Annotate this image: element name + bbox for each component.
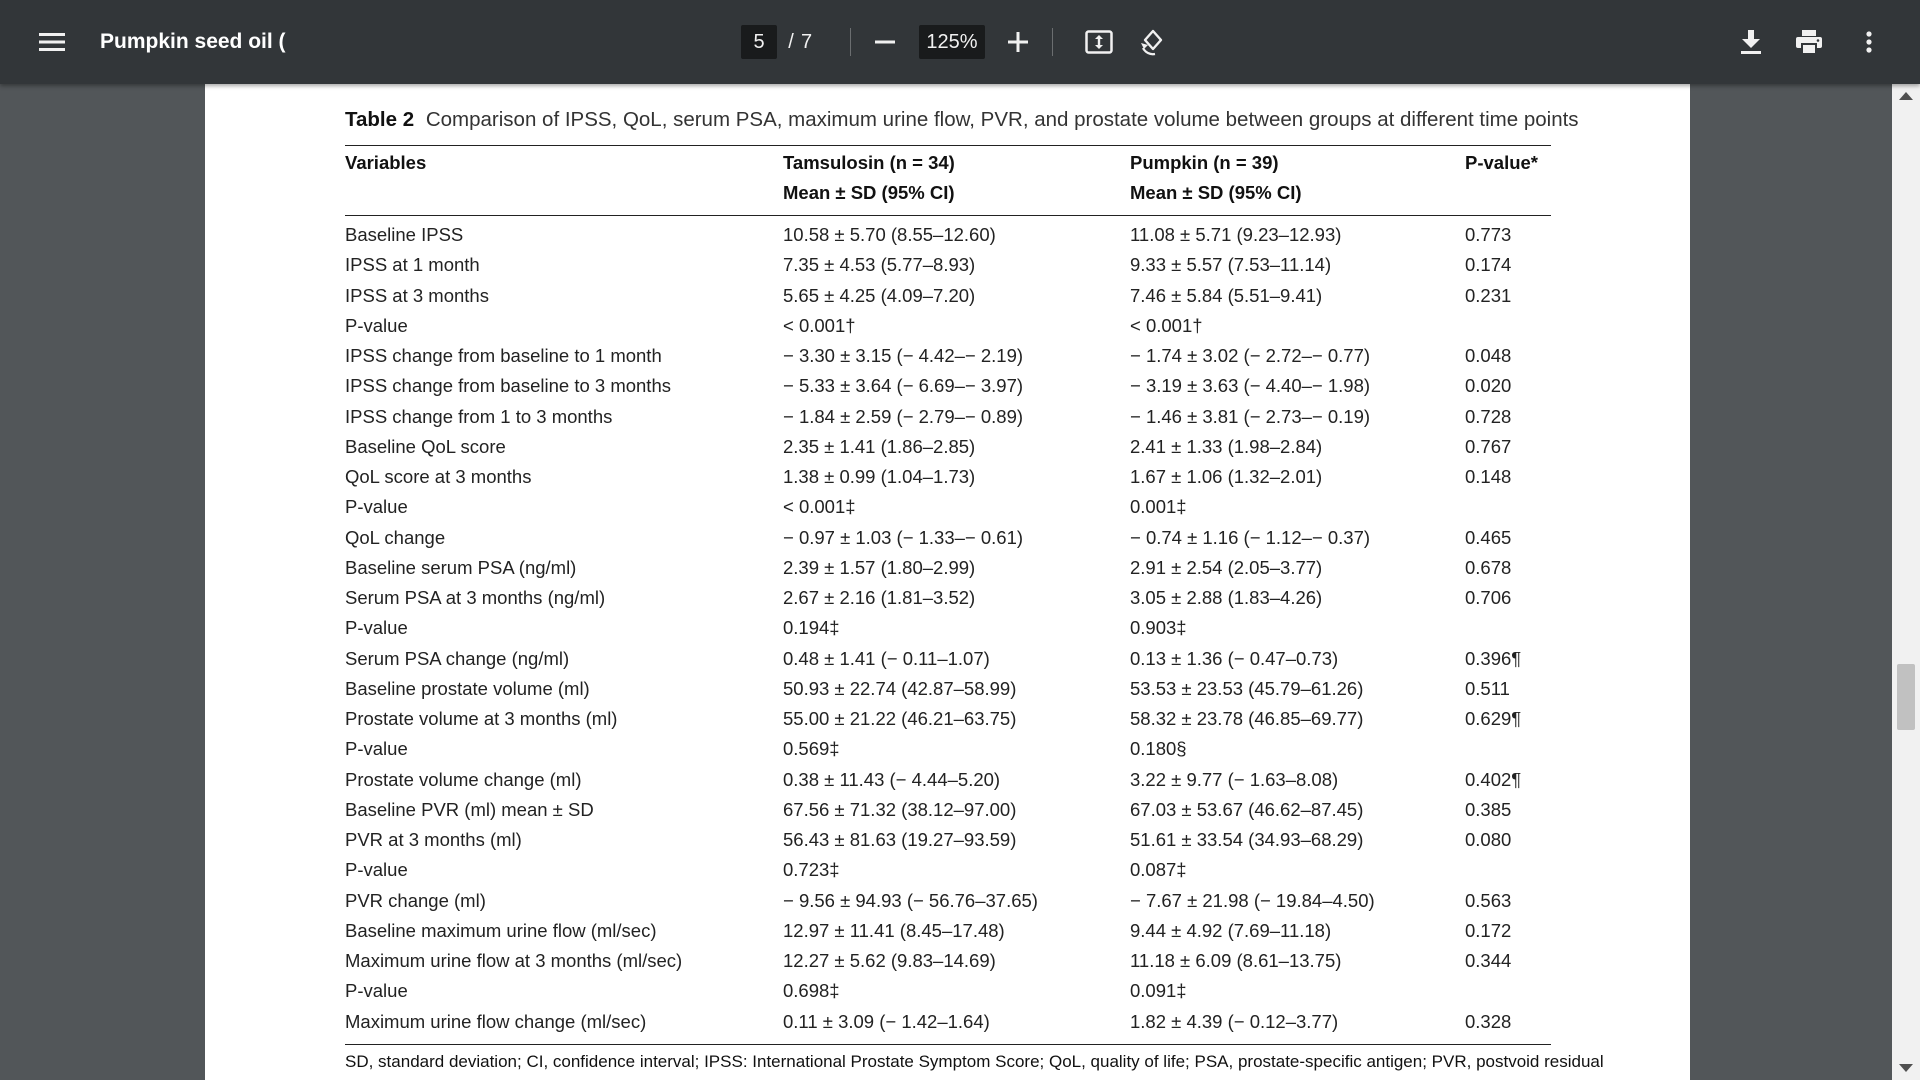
row-pvalue: 0.148 (1465, 466, 1512, 487)
row-tamsulosin: 0.11 ± 3.09 (− 1.42–1.64) (783, 1010, 990, 1032)
row-pumpkin: − 1.74 ± 3.02 (− 2.72–− 0.77) (1130, 345, 1371, 366)
row-pumpkin: 0.091‡ (1130, 980, 1187, 1002)
table-row (345, 315, 1551, 345)
table-row (345, 496, 1551, 526)
table-row (345, 466, 1551, 496)
table-row (345, 617, 1551, 647)
row-pvalue: 0.773 (1465, 224, 1512, 245)
row-tamsulosin: 2.39 ± 1.57 (1.80–2.99) (783, 556, 976, 578)
row-variable: Baseline PVR (ml) mean ± SD (345, 798, 594, 820)
row-variable: P-value (345, 980, 408, 1002)
header-tamsulosin-stat: Mean ± SD (95% CI) (783, 182, 955, 203)
scroll-down-arrow-icon[interactable] (1899, 1064, 1913, 1072)
row-tamsulosin: 10.58 ± 5.70 (8.55–12.60) (783, 224, 996, 245)
table-row (345, 375, 1551, 405)
more-actions-button[interactable] (1852, 0, 1886, 84)
table-label: Table 2 (345, 108, 415, 131)
table-row (345, 738, 1551, 768)
row-variable: QoL change (345, 526, 446, 548)
row-variable: IPSS change from baseline to 3 months (345, 375, 671, 397)
row-variable: Baseline QoL score (345, 435, 506, 457)
row-pvalue: 0.344 (1465, 950, 1512, 971)
document-title: Pumpkin seed oil ( (100, 30, 286, 53)
toolbar-divider (850, 28, 851, 56)
row-pumpkin: 67.03 ± 53.67 (46.62–87.45) (1130, 798, 1364, 820)
row-tamsulosin: 0.698‡ (783, 980, 840, 1002)
row-tamsulosin: < 0.001‡ (783, 496, 856, 518)
table-row (345, 648, 1551, 678)
print-icon (1796, 30, 1822, 54)
toolbar-divider (1052, 28, 1053, 56)
row-variable: P-value (345, 496, 408, 518)
rotate-button[interactable] (1136, 0, 1170, 84)
table-row (345, 345, 1551, 375)
page-number-input[interactable]: 5 (741, 25, 777, 59)
table-row (345, 799, 1551, 829)
menu-button[interactable] (32, 0, 72, 84)
table-row (345, 708, 1551, 738)
table-row (345, 769, 1551, 799)
row-tamsulosin: − 1.84 ± 2.59 (− 2.79–− 0.89) (783, 405, 1024, 427)
row-variable: PVR at 3 months (ml) (345, 829, 522, 850)
row-pumpkin: 3.05 ± 2.88 (1.83–4.26) (1130, 587, 1323, 608)
table-top-rule (345, 145, 1551, 146)
row-pvalue: 0.080 (1465, 829, 1512, 850)
row-pumpkin: 0.903‡ (1130, 617, 1187, 639)
row-variable: IPSS at 1 month (345, 254, 480, 276)
page-separator: / (788, 30, 794, 53)
header-variables: Variables (345, 152, 427, 173)
header-pvalue: P-value* (1465, 152, 1539, 173)
row-pvalue: 0.728 (1465, 405, 1512, 427)
row-tamsulosin: 55.00 ± 21.22 (46.21–63.75) (783, 708, 1017, 729)
table-row (345, 527, 1551, 557)
row-variable: Baseline serum PSA (ng/ml) (345, 556, 577, 578)
row-variable: Maximum urine flow at 3 months (ml/sec) (345, 950, 683, 971)
print-button[interactable] (1792, 0, 1826, 84)
row-pvalue: 0.678 (1465, 556, 1512, 578)
row-variable: Maximum urine flow change (ml/sec) (345, 1010, 647, 1032)
row-variable: PVR change (ml) (345, 889, 486, 911)
pdf-toolbar (0, 0, 1920, 84)
table-caption-text: Comparison of IPSS, QoL, serum PSA, maximum urine flow, PVR, and prostate volume between groups at different time points (425, 108, 1579, 131)
table-bottom-rule (345, 1044, 1551, 1045)
row-pumpkin: 3.22 ± 9.77 (− 1.63–8.08) (1130, 768, 1339, 790)
row-pumpkin: 0.087‡ (1130, 859, 1187, 881)
row-tamsulosin: 2.35 ± 1.41 (1.86–2.85) (783, 435, 976, 457)
row-tamsulosin: 12.27 ± 5.62 (9.83–14.69) (783, 950, 996, 971)
table-row (345, 224, 1551, 254)
pdf-page (205, 84, 1690, 1080)
row-tamsulosin: − 9.56 ± 94.93 (− 56.76–37.65) (783, 889, 1038, 911)
row-pumpkin: 53.53 ± 23.53 (45.79–61.26) (1130, 677, 1364, 699)
row-variable: Baseline prostate volume (ml) (345, 677, 590, 699)
row-tamsulosin: 0.194‡ (783, 617, 840, 639)
row-pumpkin: 51.61 ± 33.54 (34.93–68.29) (1130, 829, 1364, 850)
table-row (345, 406, 1551, 436)
row-variable: P-value (345, 738, 408, 760)
row-pvalue: 0.231 (1465, 284, 1512, 306)
table-caption (345, 108, 1579, 132)
row-pvalue: 0.706 (1465, 587, 1512, 608)
row-tamsulosin: 56.43 ± 81.63 (19.27–93.59) (783, 829, 1017, 850)
row-tamsulosin: 50.93 ± 22.74 (42.87–58.99) (783, 677, 1017, 699)
row-tamsulosin: 2.67 ± 2.16 (1.81–3.52) (783, 587, 976, 608)
row-pumpkin: − 7.67 ± 21.98 (− 19.84–4.50) (1130, 889, 1375, 911)
header-pumpkin: Pumpkin (n = 39) (1130, 152, 1279, 173)
row-pumpkin: 9.44 ± 4.92 (7.69–11.18) (1130, 919, 1332, 941)
row-tamsulosin: 5.65 ± 4.25 (4.09–7.20) (783, 284, 976, 306)
row-tamsulosin: − 0.97 ± 1.03 (− 1.33–− 0.61) (783, 526, 1024, 548)
row-variable: P-value (345, 859, 408, 881)
table-row (345, 859, 1551, 889)
menu-icon (39, 32, 65, 52)
zoom-level-input[interactable]: 125% (919, 25, 985, 59)
row-pvalue: 0.629¶ (1465, 708, 1522, 729)
table-row (345, 557, 1551, 587)
row-pumpkin: 0.180§ (1130, 738, 1187, 760)
fit-page-icon (1085, 30, 1113, 54)
row-pumpkin: − 0.74 ± 1.16 (− 1.12–− 0.37) (1130, 526, 1371, 548)
row-pvalue: 0.563 (1465, 889, 1512, 911)
zoom-in-button[interactable] (1003, 0, 1033, 84)
row-variable: IPSS change from 1 to 3 months (345, 405, 613, 427)
row-pumpkin: 0.001‡ (1130, 496, 1187, 518)
header-tamsulosin: Tamsulosin (n = 34) (783, 152, 955, 173)
row-pumpkin: < 0.001† (1130, 314, 1203, 336)
table-row (345, 1011, 1551, 1041)
page-total: 7 (801, 30, 813, 53)
row-pvalue: 0.767 (1465, 435, 1512, 457)
row-tamsulosin: 67.56 ± 71.32 (38.12–97.00) (783, 798, 1017, 820)
row-pvalue: 0.465 (1465, 526, 1512, 548)
row-tamsulosin: − 3.30 ± 3.15 (− 4.42–− 2.19) (783, 345, 1024, 366)
row-variable: P-value (345, 314, 408, 336)
scrollbar-thumb[interactable] (1897, 664, 1915, 730)
row-variable: Serum PSA at 3 months (ng/ml) (345, 587, 606, 608)
header-pumpkin-stat: Mean ± SD (95% CI) (1130, 182, 1302, 203)
table-row (345, 285, 1551, 315)
table-row (345, 950, 1551, 980)
table-row (345, 254, 1551, 284)
row-pvalue: 0.172 (1465, 919, 1512, 941)
row-pumpkin: 0.13 ± 1.36 (− 0.47–0.73) (1130, 647, 1339, 669)
more-vert-icon (1866, 31, 1872, 53)
row-variable: P-value (345, 617, 408, 639)
row-variable: Serum PSA change (ng/ml) (345, 647, 570, 669)
row-tamsulosin: 1.38 ± 0.99 (1.04–1.73) (783, 466, 976, 487)
zoom-out-icon (875, 40, 895, 44)
row-tamsulosin: 0.38 ± 11.43 (− 4.44–5.20) (783, 768, 1001, 790)
row-tamsulosin: < 0.001† (783, 314, 856, 336)
download-icon (1740, 30, 1762, 54)
row-variable: QoL score at 3 months (345, 466, 532, 487)
scroll-up-arrow-icon[interactable] (1899, 92, 1913, 100)
zoom-in-icon (1008, 32, 1028, 52)
row-variable: IPSS at 3 months (345, 284, 489, 306)
row-pumpkin: 2.91 ± 2.54 (2.05–3.77) (1130, 556, 1323, 578)
row-pvalue: 0.402¶ (1465, 768, 1522, 790)
table-row (345, 678, 1551, 708)
row-pumpkin: 7.46 ± 5.84 (5.51–9.41) (1130, 284, 1323, 306)
table-row (345, 920, 1551, 950)
scrollbar[interactable] (1892, 84, 1920, 1080)
table-row (345, 829, 1551, 859)
row-pvalue: 0.396¶ (1465, 647, 1522, 669)
row-tamsulosin: 12.97 ± 11.41 (8.45–17.48) (783, 919, 1005, 941)
table-row (345, 980, 1551, 1010)
row-tamsulosin: − 5.33 ± 3.64 (− 6.69–− 3.97) (783, 375, 1024, 397)
row-variable: IPSS change from baseline to 1 month (345, 345, 662, 366)
table-footnote: SD, standard deviation; CI, confidence interval; IPSS: International Prostate Symptom Score; QoL, quality of life; PSA, prostate-specific antigen; PVR, postvoid residual (345, 1052, 1604, 1071)
row-pumpkin: − 3.19 ± 3.63 (− 4.40–− 1.98) (1130, 375, 1371, 397)
row-pumpkin: 11.18 ± 6.09 (8.61–13.75) (1130, 950, 1342, 971)
row-pumpkin: 1.82 ± 4.39 (− 0.12–3.77) (1130, 1010, 1339, 1032)
row-pvalue: 0.385 (1465, 798, 1512, 820)
table-row (345, 436, 1551, 466)
table-header-rule (345, 215, 1551, 216)
row-variable: Baseline maximum urine flow (ml/sec) (345, 919, 657, 941)
row-pvalue: 0.048 (1465, 345, 1512, 366)
table-row (345, 890, 1551, 920)
row-pumpkin: 1.67 ± 1.06 (1.32–2.01) (1130, 466, 1323, 487)
row-tamsulosin: 0.48 ± 1.41 (− 0.11–1.07) (783, 647, 990, 669)
row-pumpkin: 58.32 ± 23.78 (46.85–69.77) (1130, 708, 1364, 729)
fit-to-page-button[interactable] (1082, 0, 1116, 84)
row-variable: Baseline IPSS (345, 224, 464, 245)
row-variable: Prostate volume change (ml) (345, 768, 582, 790)
download-button[interactable] (1734, 0, 1768, 84)
row-variable: Prostate volume at 3 months (ml) (345, 708, 618, 729)
row-pumpkin: 2.41 ± 1.33 (1.98–2.84) (1130, 435, 1323, 457)
row-pvalue: 0.511 (1465, 677, 1510, 699)
row-tamsulosin: 7.35 ± 4.53 (5.77–8.93) (783, 254, 976, 276)
row-tamsulosin: 0.569‡ (783, 738, 840, 760)
row-tamsulosin: 0.723‡ (783, 859, 840, 881)
row-pvalue: 0.174 (1465, 254, 1512, 276)
row-pvalue: 0.328 (1465, 1010, 1512, 1032)
row-pumpkin: 9.33 ± 5.57 (7.53–11.14) (1130, 254, 1332, 276)
row-pvalue: 0.020 (1465, 375, 1512, 397)
row-pumpkin: − 1.46 ± 3.81 (− 2.73–− 0.19) (1130, 405, 1371, 427)
rotate-icon (1139, 28, 1167, 56)
zoom-out-button[interactable] (870, 0, 900, 84)
table-row (345, 587, 1551, 617)
row-pumpkin: 11.08 ± 5.71 (9.23–12.93) (1130, 224, 1342, 245)
